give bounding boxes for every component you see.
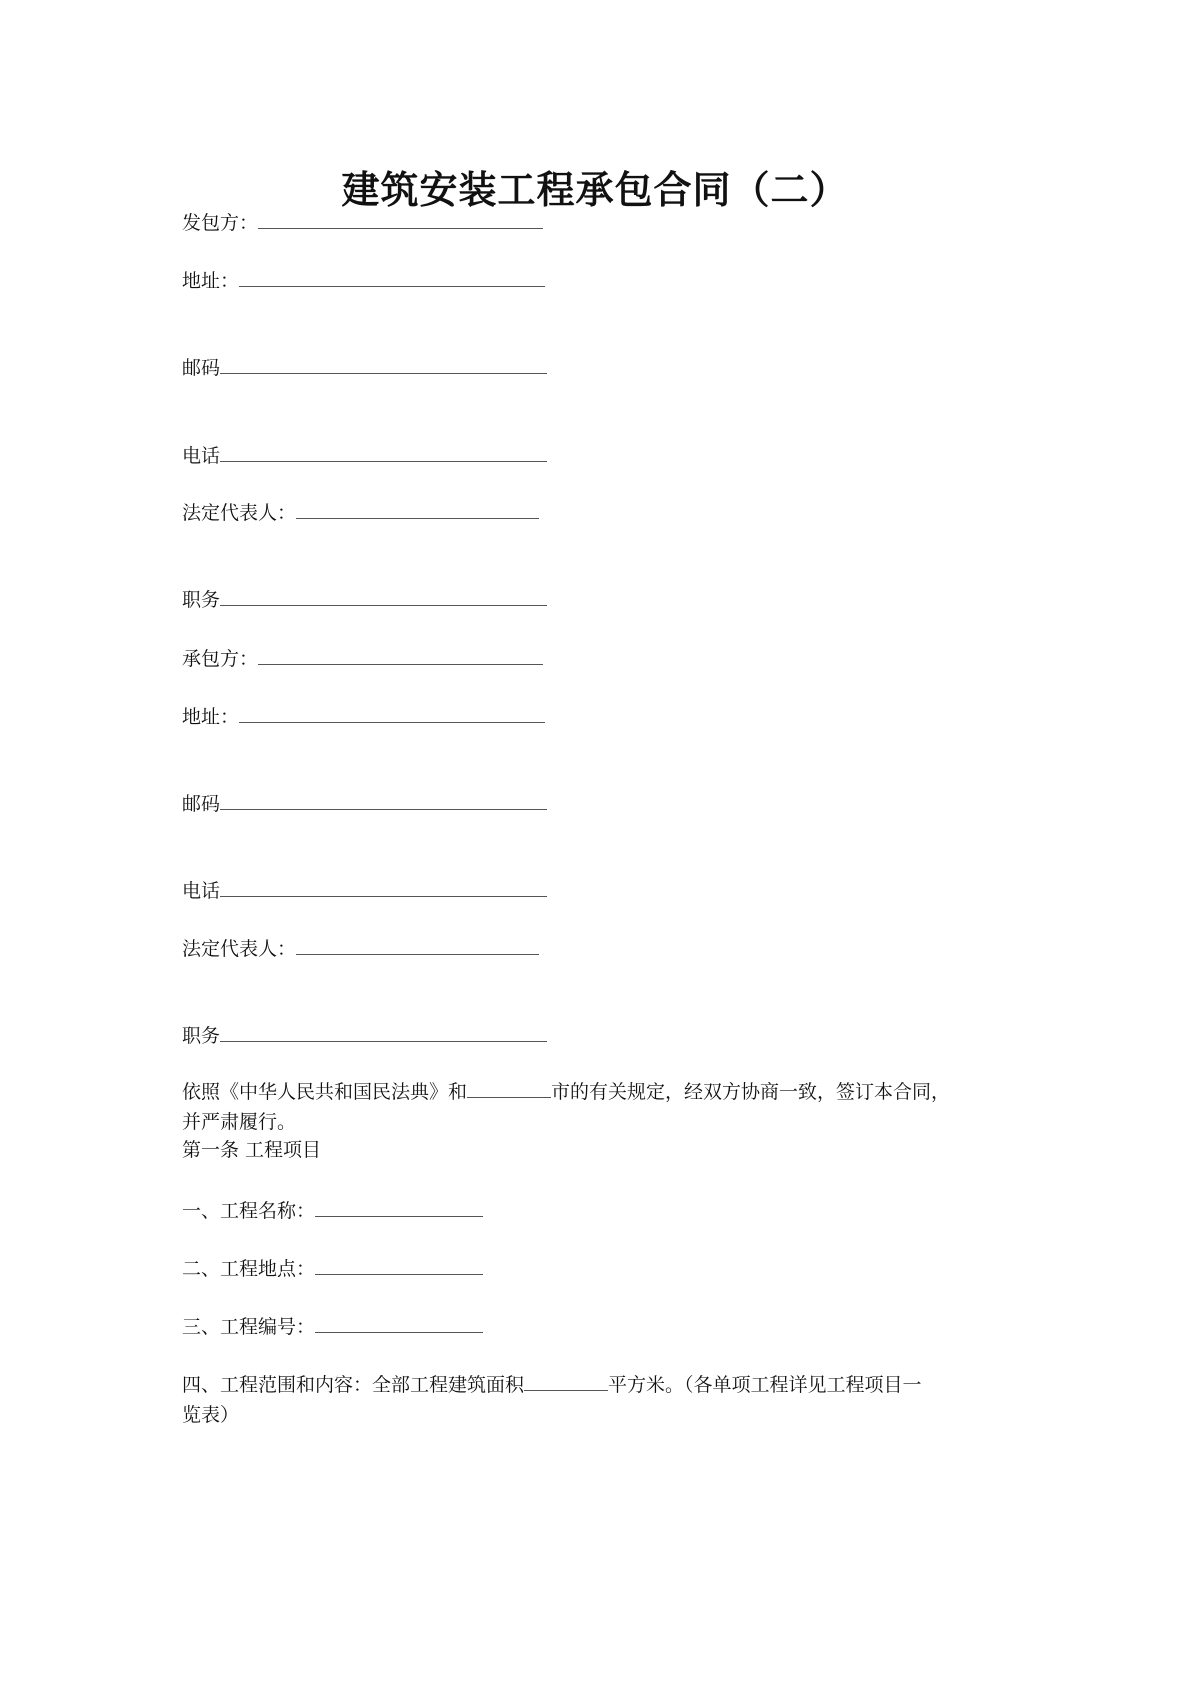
city-field[interactable] <box>467 1077 551 1098</box>
party-a-address-label: 地址： <box>182 270 240 292</box>
party-a-legal-rep-field[interactable] <box>296 498 539 519</box>
preamble-text-3: 并严肃履行。 <box>182 1111 297 1133</box>
party-a-position-field[interactable] <box>220 585 547 606</box>
party-a-label: 发包方： <box>182 212 259 234</box>
project-number-field[interactable] <box>315 1312 483 1333</box>
preamble-paragraph <box>182 1077 1022 1137</box>
party-b-address-row <box>182 702 545 730</box>
party-b-row <box>182 644 543 672</box>
party-a-field[interactable] <box>258 208 543 229</box>
project-scope-text-1: 四、工程范围和内容：全部工程建筑面积 <box>182 1374 525 1396</box>
party-a-phone-label: 电话 <box>182 445 221 467</box>
party-a-address-row <box>182 266 545 294</box>
party-a-phone-field[interactable] <box>220 441 547 462</box>
preamble-text-2: 市的有关规定，经双方协商一致，签订本合同， <box>551 1081 951 1103</box>
project-name-field[interactable] <box>315 1196 483 1217</box>
project-scope-text-2: 平方米。（各单项工程详见工程项目一 <box>608 1374 922 1396</box>
building-area-field[interactable] <box>524 1370 608 1391</box>
project-location-row <box>182 1254 483 1282</box>
party-a-postcode-field[interactable] <box>220 353 547 374</box>
party-a-position-label: 职务 <box>182 589 221 611</box>
party-b-postcode-row <box>182 789 547 817</box>
party-a-row <box>182 208 543 236</box>
project-number-label: 三、工程编号： <box>182 1316 316 1338</box>
project-name-row <box>182 1196 483 1224</box>
party-b-position-row <box>182 1021 547 1049</box>
party-b-phone-field[interactable] <box>220 876 547 897</box>
party-b-phone-label: 电话 <box>182 880 221 902</box>
project-name-label: 一、工程名称： <box>182 1200 316 1222</box>
party-b-legal-rep-label: 法定代表人： <box>182 938 297 960</box>
party-a-postcode-row <box>182 353 547 381</box>
project-scope-text-3: 览表） <box>182 1404 240 1426</box>
party-b-phone-row <box>182 876 547 904</box>
preamble-text-1: 依照《中华人民共和国民法典》和 <box>182 1081 468 1103</box>
party-b-address-field[interactable] <box>239 702 545 723</box>
document-title: 建筑安装工程承包合同（二） <box>341 167 849 212</box>
party-b-legal-rep-field[interactable] <box>296 934 539 955</box>
party-a-legal-rep-row <box>182 498 539 526</box>
party-b-legal-rep-row <box>182 934 539 962</box>
project-location-field[interactable] <box>315 1254 483 1275</box>
party-a-position-row <box>182 585 547 613</box>
party-a-postcode-label: 邮码 <box>182 357 221 379</box>
party-b-address-label: 地址： <box>182 706 240 728</box>
party-a-address-field[interactable] <box>239 266 545 287</box>
project-location-label: 二、工程地点： <box>182 1258 316 1280</box>
project-number-row <box>182 1312 483 1340</box>
party-b-position-label: 职务 <box>182 1025 221 1047</box>
party-b-field[interactable] <box>258 644 543 665</box>
party-a-phone-row <box>182 441 547 469</box>
party-b-label: 承包方： <box>182 648 259 670</box>
party-b-postcode-label: 邮码 <box>182 793 221 815</box>
party-b-postcode-field[interactable] <box>220 789 547 810</box>
party-b-position-field[interactable] <box>220 1021 547 1042</box>
party-a-legal-rep-label: 法定代表人： <box>182 502 297 524</box>
project-scope-paragraph <box>182 1370 1022 1430</box>
article-1-heading: 第一条 工程项目 <box>182 1139 322 1161</box>
